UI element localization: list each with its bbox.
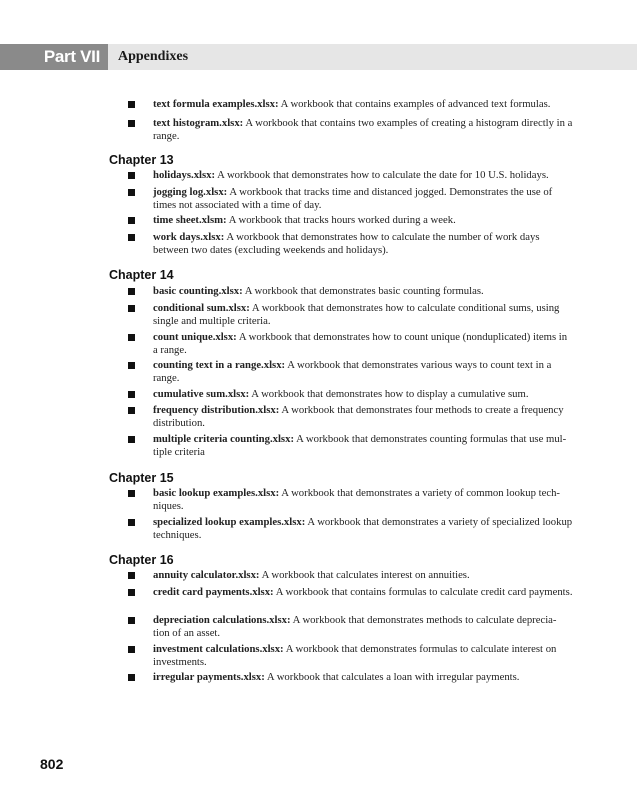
list-item-text [153,516,573,542]
file-description: A workbook that demonstrates how to count unique (nonduplicated) items in a range. [153,331,568,356]
file-description: A workbook that demonstrates methods to calculate deprecia-tion of an asset. [153,614,557,639]
list-item-text [153,586,573,599]
file-description: A workbook that demonstrates a variety of specialized lookup techniques. [153,516,573,541]
file-name: counting text in a range.xlsx: [153,359,286,371]
list-item-text [153,388,573,401]
bullet-square-icon [128,189,135,196]
list-item-text [153,569,573,582]
file-name: cumulative sum.xlsx: [153,388,250,400]
bullet-square-icon [128,334,135,341]
file-name: annuity calculator.xlsx: [153,569,260,581]
list-item [128,671,573,684]
file-name: basic lookup examples.xlsx: [153,487,280,499]
section-title: Appendixes [118,49,189,64]
list-item [128,285,573,298]
list-item [128,388,573,401]
list-item [128,586,573,599]
file-description: A workbook that demonstrates how to calculate the date for 10 U.S. holidays. [215,169,549,181]
chapter-heading: Chapter 13 [109,153,174,167]
list-item-text [153,671,573,684]
file-description: A workbook that demonstrates how to display a cumulative sum. [249,388,529,400]
file-description: A workbook that contains examples of advanced text formulas. [278,98,551,110]
file-name: multiple criteria counting.xlsx: [153,433,294,445]
list-item [128,169,573,182]
list-item [128,186,573,212]
file-description: A workbook that demonstrates a variety of common lookup tech-niques. [153,487,560,512]
list-item [128,214,573,227]
file-name: conditional sum.xlsx: [153,302,250,314]
list-item-text [153,643,573,669]
bullet-square-icon [128,305,135,312]
list-item-text [153,359,573,385]
list-item-text [153,433,573,459]
list-item [128,98,573,111]
list-item-text [153,186,573,212]
bullet-square-icon [128,490,135,497]
file-name: depreciation calculations.xlsx: [153,614,291,626]
file-description: A workbook that contains formulas to calculate credit card payments. [273,586,573,598]
file-description: A workbook that demonstrates four methods to create a frequency distribution. [153,404,564,429]
list-item-text [153,331,573,357]
file-description: A workbook that tracks hours worked during a week. [226,214,456,226]
file-name: credit card payments.xlsx: [153,586,274,598]
chapter-heading: Chapter 15 [109,471,174,485]
file-description: A workbook that demonstrates basic counting formulas. [242,285,484,297]
list-item-text [153,117,573,143]
file-name: frequency distribution.xlsx: [153,404,280,416]
list-item [128,231,573,257]
list-item [128,643,573,669]
bullet-square-icon [128,101,135,108]
file-description: A workbook that contains two examples of creating a histogram directly in a range. [153,117,573,142]
bullet-square-icon [128,646,135,653]
list-item-text [153,214,573,227]
bullet-square-icon [128,172,135,179]
list-item [128,516,573,542]
bullet-square-icon [128,572,135,579]
file-name: work days.xlsx: [153,231,225,243]
file-name: count unique.xlsx: [153,331,237,343]
list-item [128,404,573,430]
file-name: basic counting.xlsx: [153,285,243,297]
file-name: irregular payments.xlsx: [153,671,265,683]
file-description: A workbook that demonstrates how to calculate the number of work days between two dates (excluding weekends and holidays). [153,231,540,256]
list-item [128,487,573,513]
bullet-square-icon [128,436,135,443]
part-label: Part VII [43,47,100,66]
bullet-square-icon [128,407,135,414]
file-description: A workbook that demonstrates formulas to calculate interest on investments. [153,643,557,668]
file-name: text formula examples.xlsx: [153,98,279,110]
list-item [128,117,573,143]
bullet-square-icon [128,391,135,398]
file-description: A workbook that demonstrates various ways to count text in a range. [153,359,552,384]
bullet-square-icon [128,617,135,624]
file-name: time sheet.xlsm: [153,214,227,226]
list-item-text [153,169,573,182]
list-item-text [153,302,573,328]
list-item [128,302,573,328]
file-name: jogging log.xlsx: [153,186,228,198]
bullet-square-icon [128,674,135,681]
list-item-text [153,98,573,111]
file-description: A workbook that tracks time and distanced jogged. Demonstrates the use of times not associated with a time of day. [153,186,553,211]
list-item-text [153,487,573,513]
list-item-text [153,231,573,257]
list-item-text [153,614,573,640]
file-description: A workbook that calculates a loan with irregular payments. [264,671,520,683]
list-item-text [153,404,573,430]
file-name: investment calculations.xlsx: [153,643,284,655]
file-description: A workbook that calculates interest on annuities. [259,569,470,581]
bullet-square-icon [128,120,135,127]
bullet-square-icon [128,362,135,369]
file-name: text histogram.xlsx: [153,117,244,129]
list-item [128,569,573,582]
part-tab [0,44,108,70]
list-item [128,359,573,385]
bullet-square-icon [128,217,135,224]
bullet-square-icon [128,288,135,295]
list-item-text [153,285,573,298]
list-item [128,614,573,640]
list-item [128,331,573,357]
list-item [128,433,573,459]
file-description: A workbook that demonstrates how to calculate conditional sums, using single and multiple criteria. [153,302,560,327]
chapter-heading: Chapter 16 [109,553,174,567]
file-name: specialized lookup examples.xlsx: [153,516,306,528]
page-number: 802 [40,756,64,772]
bullet-square-icon [128,589,135,596]
chapter-heading: Chapter 14 [109,268,174,282]
bullet-square-icon [128,234,135,241]
file-description: A workbook that demonstrates counting formulas that use mul-tiple criteria [153,433,567,458]
file-name: holidays.xlsx: [153,169,216,181]
bullet-square-icon [128,519,135,526]
